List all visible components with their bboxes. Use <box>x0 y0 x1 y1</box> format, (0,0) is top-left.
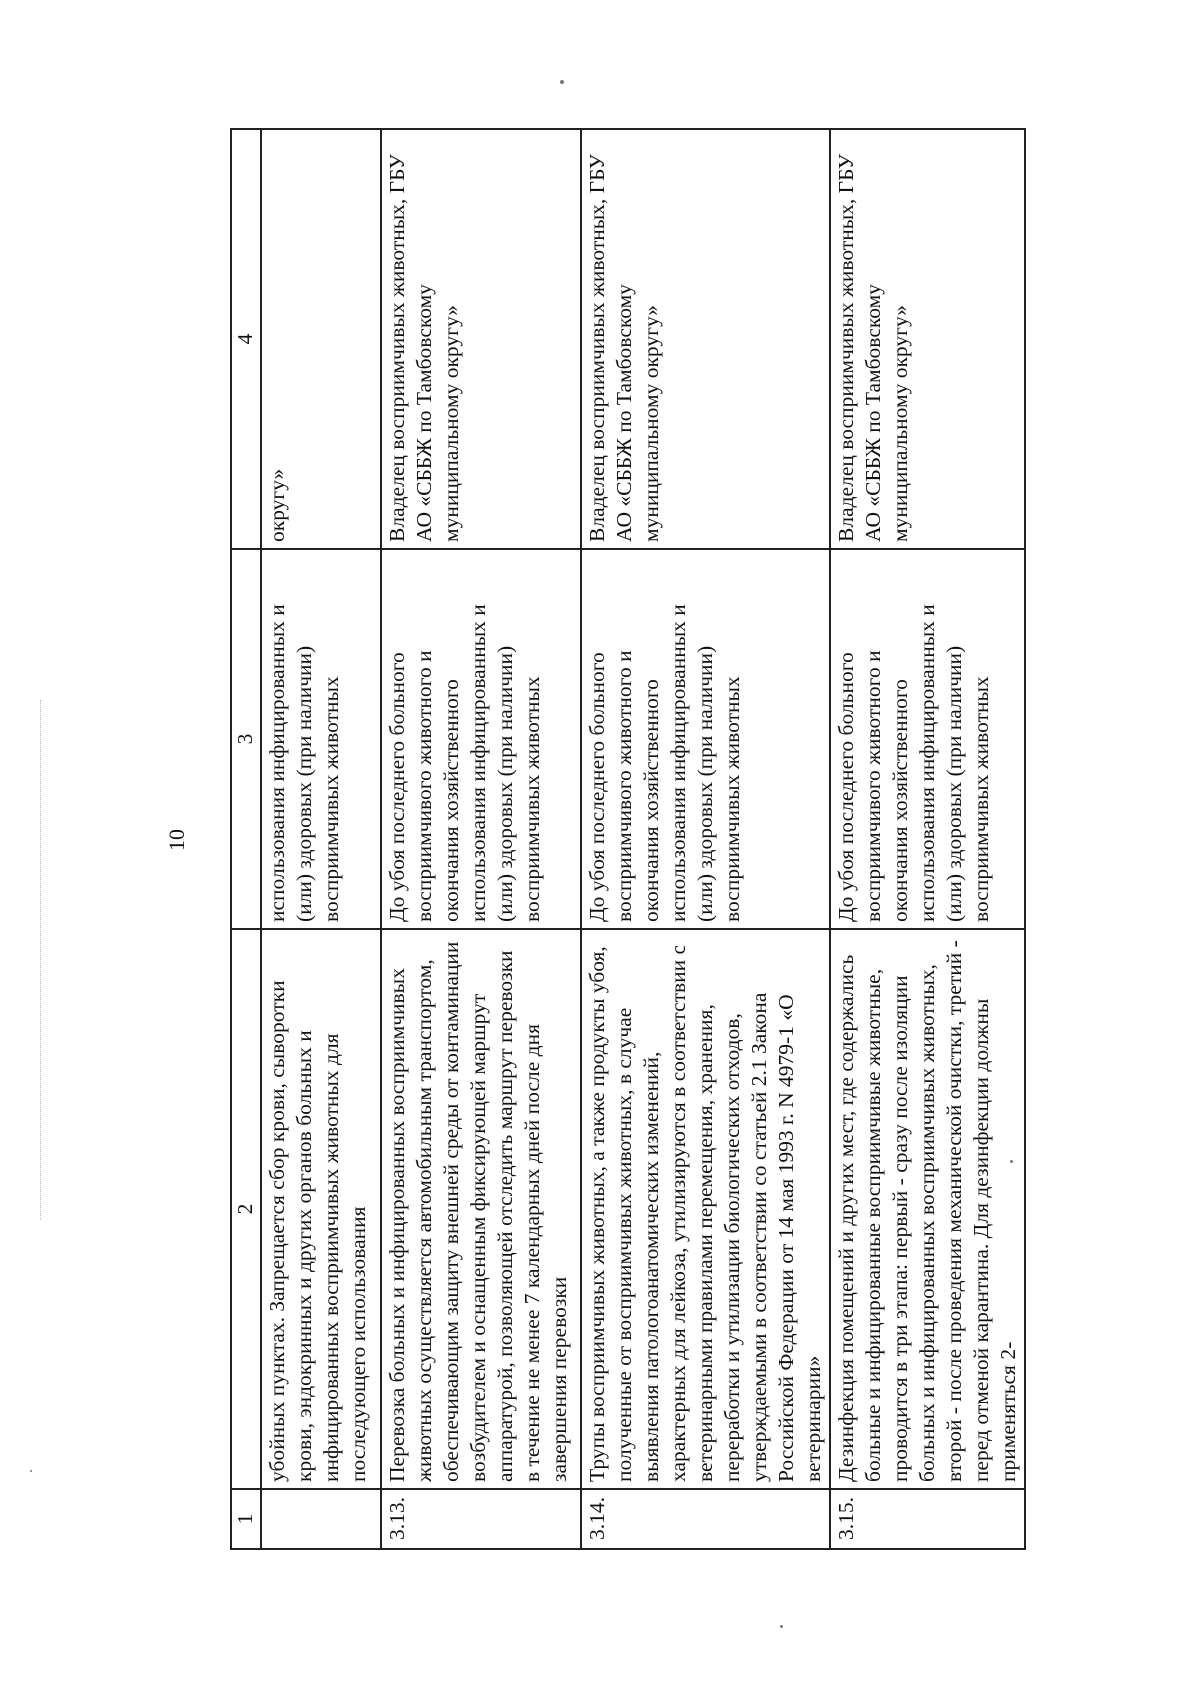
table-row <box>381 129 581 1549</box>
measure-cell: убойных пунктах. Запрещается сбор крови, сыворотки крови, эндокринных и других органов больных и инфицированных восприимчивых животных для последующего использования <box>261 929 381 1489</box>
scan-speck <box>780 1625 783 1628</box>
scan-speck <box>560 80 564 84</box>
responsible-cell: Владелец восприимчивых животных, ГБУ АО «СББЖ по Тамбовскому муниципальному округу» <box>381 129 581 549</box>
term-cell: использования инфицированных и (или) здоровых (при наличии) восприимчивых животных <box>261 549 381 929</box>
table-row <box>261 129 381 1549</box>
term-cell: До убоя последнего больного восприимчивого животного и окончания хозяйственного использования инфицированных и (или) здоровых (при наличии) восприимчивых животных <box>581 549 830 929</box>
row-number <box>261 1489 381 1549</box>
responsible-cell: Владелец восприимчивых животных, ГБУ АО «СББЖ по Тамбовскому муниципальному округу» <box>581 129 830 549</box>
header-col-2: 2 <box>231 929 261 1489</box>
row-number: 3.15. <box>830 1489 1025 1549</box>
table-row <box>581 129 830 1549</box>
responsible-cell: Владелец восприимчивых животных, ГБУ АО «СББЖ по Тамбовскому муниципальному округу» <box>830 129 1025 549</box>
measures-table <box>230 128 1026 1550</box>
header-col-4: 4 <box>231 129 261 549</box>
responsible-cell: округу» <box>261 129 381 549</box>
table-header-row <box>231 129 261 1549</box>
header-col-3: 3 <box>231 549 261 929</box>
measure-cell: Перевозка больных и инфицированных восприимчивых животных осуществляется автомобильным транспортом, обеспечивающим защиту внешней среды от контаминации возбудителем и оснащенным фиксирующей маршрут аппаратурой, позволяющей отследить маршрут перевозки в течение не менее 7 календарных дней после дня завершения перевозки <box>381 929 581 1489</box>
row-number: 3.14. <box>581 1489 830 1549</box>
table-row <box>830 129 1025 1549</box>
scan-edge-line <box>40 700 42 1220</box>
term-cell: До убоя последнего больного восприимчивого животного и окончания хозяйственного использования инфицированных и (или) здоровых (при наличии) восприимчивых животных <box>830 549 1025 929</box>
row-number: 3.13. <box>381 1489 581 1549</box>
measure-cell: Дезинфекция помещений и других мест, где содержались больные и инфицированные восприимчивые животные, проводится в три этапа: первый - сразу после изоляции больных и инфицированных восприимчивых животных, второй - после проведения механической очистки, третий - перед отменой карантина. Для дезинфекции должны применяться 2- <box>830 929 1025 1489</box>
measure-cell: Трупы восприимчивых животных, а также продукты убоя, полученные от восприимчивых животных, в случае выявления патологоанатомических изменений, характерных для лейкоза, утилизируются в соответствии с ветеринарными правилами перемещения, хранения, переработки и утилизации биологических отходов, утверждаемыми в соответствии со статьей 2.1 Закона Российской Федерации от 14 мая 1993 г. N 4979-1 «О ветеринарии» <box>581 929 830 1489</box>
header-col-1: 1 <box>231 1489 261 1549</box>
term-cell: До убоя последнего больного восприимчивого животного и окончания хозяйственного использования инфицированных и (или) здоровых (при наличии) восприимчивых животных <box>381 549 581 929</box>
rotated-page <box>160 130 1040 1550</box>
scan-speck <box>30 1470 32 1472</box>
page-number: 10 <box>164 829 189 851</box>
